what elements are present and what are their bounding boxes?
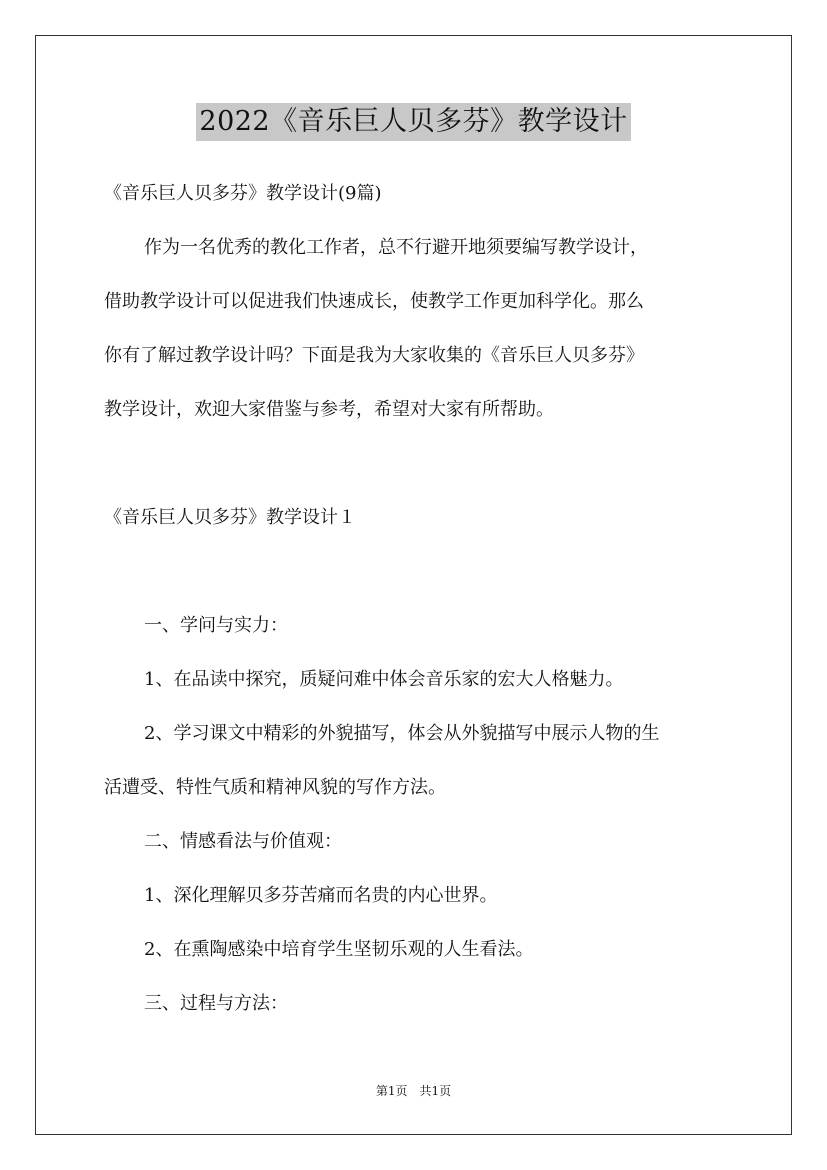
page-footer: 第1页 共1页 xyxy=(375,1084,452,1098)
intro-line-4: 教学设计，欢迎大家借鉴与参考，希望对大家有所帮助。 xyxy=(104,399,554,420)
title-wrap xyxy=(0,103,827,141)
body-line-3: 2、学习课文中精彩的外貌描写，体会从外貌描写中展示人物的生 xyxy=(144,723,660,744)
section-heading: 《音乐巨人贝多芬》教学设计１ xyxy=(104,507,356,528)
body-line-8: 三、过程与方法： xyxy=(144,993,288,1014)
body-line-5: 二、情感看法与价值观： xyxy=(144,831,342,852)
intro-line-3: 你有了解过教学设计吗？下面是我为大家收集的《音乐巨人贝多芬》 xyxy=(104,345,644,366)
document-subtitle: 《音乐巨人贝多芬》教学设计(9篇) xyxy=(104,183,382,204)
body-line-4: 活遭受、特性气质和精神风貌的写作方法。 xyxy=(104,777,446,798)
document-title: 2022《音乐巨人贝多芬》教学设计 xyxy=(196,103,630,141)
intro-line-1: 作为一名优秀的教化工作者，总不行避开地须要编写教学设计， xyxy=(144,237,648,258)
body-line-2: 1、在品读中探究，质疑问难中体会音乐家的宏大人格魅力。 xyxy=(144,669,624,690)
body-line-1: 一、学问与实力： xyxy=(144,615,288,636)
body-line-6: 1、深化理解贝多芬苦痛而名贵的内心世界。 xyxy=(144,885,498,906)
intro-line-2: 借助教学设计可以促进我们快速成长，使教学工作更加科学化。那么 xyxy=(104,291,644,312)
body-line-7: 2、在熏陶感染中培育学生坚韧乐观的人生看法。 xyxy=(144,939,534,960)
